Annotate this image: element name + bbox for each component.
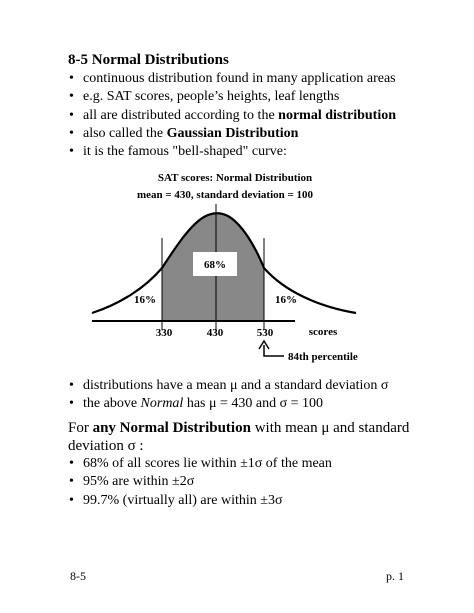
list-item: • e.g. SAT scores, people’s heights, leaf lengths — [68, 88, 396, 106]
emphasis-normal-distribution: normal distribution — [278, 107, 397, 123]
list-item: • 99.7% (virtually all) are within ±3σ — [68, 492, 332, 510]
list-item: • all are distributed according to the normal distribution — [68, 107, 396, 125]
list-item: • it is the famous "bell-shaped" curve: — [68, 143, 396, 161]
list-item: • 95% are within ±2σ — [68, 473, 332, 491]
center-percent-label: 68% — [204, 259, 226, 271]
tick-label: 530 — [256, 327, 274, 339]
empirical-rule-list — [68, 455, 332, 510]
percentile-note: 84th percentile — [288, 351, 358, 363]
emphasis-normal: Normal — [140, 396, 184, 412]
left-tail-label: 16% — [134, 294, 156, 306]
right-tail-label: 16% — [275, 294, 297, 306]
intro-bullet-list — [68, 70, 396, 161]
emphasis-any-normal-distribution: any Normal Distribution — [92, 420, 251, 436]
list-item: • also called the Gaussian Distribution — [68, 125, 396, 143]
figure-subtitle: mean = 430, standard deviation = 100 — [136, 189, 314, 201]
list-item: • the above Normal has μ = 430 and σ = 100 — [68, 395, 388, 413]
footer-page-number: p. 1 — [386, 569, 404, 583]
list-item: • continuous distribution found in many application areas — [68, 70, 396, 88]
list-item: • 68% of all scores lie within ±1σ of the mean — [68, 455, 332, 473]
tick-label: 330 — [155, 327, 173, 339]
figure-title: SAT scores: Normal Distribution — [157, 172, 313, 184]
summary-paragraph: For any Normal Distribution with mean μ and standard deviation σ : — [68, 420, 410, 454]
list-item: • distributions have a mean μ and a standard deviation σ — [68, 377, 388, 395]
footer-section-number: 8-5 — [70, 569, 86, 583]
axis-label: scores — [308, 326, 338, 338]
page-heading: 8-5 Normal Distributions — [68, 52, 229, 68]
tick-label: 430 — [206, 327, 224, 339]
mean-sd-bullet-list — [68, 377, 388, 414]
normal-distribution-figure — [0, 160, 474, 375]
emphasis-gaussian-distribution: Gaussian Distribution — [166, 125, 299, 141]
